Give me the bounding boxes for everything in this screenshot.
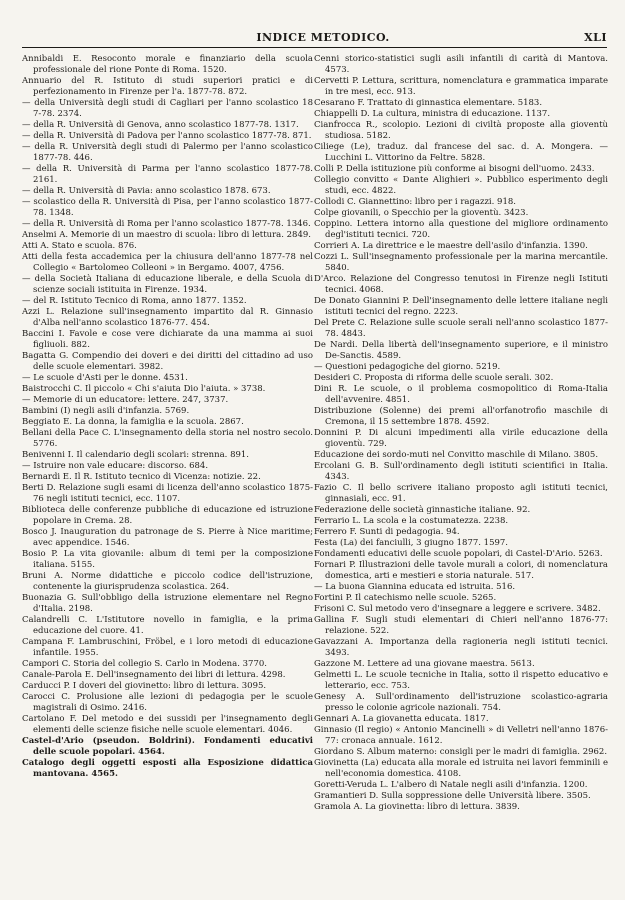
left-column — [22, 54, 313, 780]
index-entry: Cervetti P. Lettura, scrittura, nomenclatura e grammatica imparate in tre mesi, ecc. 913. — [314, 76, 608, 97]
index-entry: Bosco J. Inauguration du patronage de S. Pierre à Nice maritime; avec appendice. 1546. — [22, 527, 313, 548]
index-entry: — della R. Università di Parma per l'anno scolastico 1877-78. 2161. — [22, 164, 313, 185]
index-entry: Fazio C. Il bello scrivere italiano proposto agli istituti tecnici, ginnasiali, ecc. 91. — [314, 483, 608, 504]
index-entry: Dini R. Le scuole, o il problema cosmopolitico di Roma-Italia dell'avvenire. 4851. — [314, 384, 608, 405]
index-entry: Desideri C. Proposta di riforma delle scuole serali. 302. — [314, 373, 554, 383]
index-entry: Carocci C. Prolusione alle lezioni di pedagogia per le scuole magistrali di Osimo. 2416. — [22, 692, 313, 713]
index-entry: Cenni storico-statistici sugli asili infantili di carità di Mantova. 4573. — [314, 54, 608, 75]
index-entry: Bagatta G. Compendio dei doveri e dei diritti del cittadino ad uso delle scuole elementari. 3982. — [22, 351, 313, 372]
index-entry: Benivenni I. Il calendario degli scolari: strenna. 891. — [22, 450, 250, 460]
running-header — [22, 28, 607, 46]
index-entry: — della R. Università di Padova per l'anno scolastico 1877-78. 871. — [22, 131, 312, 141]
index-entry: Collodi C. Giannettino: libro per i ragazzi. 918. — [314, 197, 516, 207]
index-entry: Carducci P. I doveri del giovinetto: libro di lettura. 3095. — [22, 681, 267, 691]
index-entry: Bambini (I) negli asili d'infanzia. 5769. — [22, 406, 190, 416]
index-entry: — della R. Università di Roma per l'anno scolastico 1877-78. 1346. — [22, 219, 311, 229]
index-entry: Cesarano F. Trattato di ginnastica elementare. 5183. — [314, 98, 543, 108]
index-entry: Campana F. Lambruschini, Fröbel, e i loro metodi di educazione infantile. 1955. — [22, 637, 313, 658]
index-entry: — Le scuole d'Asti per le donne. 4531. — [22, 373, 188, 383]
index-entry: Azzi L. Relazione sull'insegnamento impartito dal R. Ginnasio d'Alba nell'anno scolastico 1876-77. 454. — [22, 307, 313, 328]
index-entry: — della R. Università degli studi di Palermo per l'anno scolastico 1877-78. 446. — [22, 142, 313, 163]
index-entry: Gavazzani A. Importanza della ragioneria negli istituti tecnici. 3493. — [314, 637, 608, 658]
index-entry: Bruni A. Norme didattiche e piccolo codice dell'istruzione, contenente la giurisprudenza scolastica. 264. — [22, 571, 313, 592]
index-entry: Colli P. Della istituzione più conforme ai bisogni dell'uomo. 2433. — [314, 164, 595, 174]
index-entry: Campori C. Storia del collegio S. Carlo in Modena. 3770. — [22, 659, 267, 669]
index-entry: Beggiato E. La donna, la famiglia e la scuola. 2867. — [22, 417, 244, 427]
index-entry: Ferrario L. La scola e la costumatezza. 2238. — [314, 516, 509, 526]
index-entry: Gramantieri D. Sulla soppressione delle Università libere. 3505. — [314, 791, 591, 801]
index-entry: Catalogo degli oggetti esposti alla Esposizione didattica mantovana. 4565. — [22, 758, 313, 779]
index-entry: Donnini P. Di alcuni impedimenti alla virile educazione della gioventù. 729. — [314, 428, 608, 449]
index-entry: Annibaldi E. Resoconto morale e finanziario della scuola professionale del rione Ponte di Roma. 1520. — [22, 54, 313, 75]
index-entry: — della Società Italiana di educazione liberale, e della Scuola di scienze sociali istituita in Firenze. 1934. — [22, 274, 313, 295]
index-entry: — Questioni pedagogiche del giorno. 5219. — [314, 362, 501, 372]
index-entry: Ciliege (Le), traduz. dal francese del sac. d. A. Mongera. — Lucchini L. Vittorino da Feltre. 5828. — [314, 142, 608, 163]
index-entry: — Memorie di un educatore: lettere. 247, 3737. — [22, 395, 229, 405]
index-entry: — Istruire non vale educare: discorso. 684. — [22, 461, 209, 471]
index-entry: Cozzi L. Sull'insegnamento professionale per la marina mercantile. 5840. — [314, 252, 608, 273]
index-entry: D'Arco. Relazione del Congresso tenutosi in Firenze negli Istituti tecnici. 4068. — [314, 274, 608, 295]
index-entry: De Donato Giannini P. Dell'insegnamento delle lettere italiane negli istituti tecnici del regno. 2223. — [314, 296, 608, 317]
index-entry: Chiappelli D. La cultura, ministra di educazione. 1137. — [314, 109, 551, 119]
index-entry: Gallina F. Sugli studi elementari di Chieri nell'anno 1876-77: relazione. 522. — [314, 615, 608, 636]
index-entry: Frisoni C. Sul metodo vero d'insegnare a leggere e scrivere. 3482. — [314, 604, 601, 614]
index-entry: Ercolani G. B. Sull'ordinamento degli istituti scientifici in Italia. 4343. — [314, 461, 608, 482]
index-entry: Atti A. Stato e scuola. 876. — [22, 241, 137, 251]
index-entry: Fortini P. Il catechismo nelle scuole. 5265. — [314, 593, 497, 603]
index-entry: — del R. Istituto Tecnico di Roma, anno 1877. 1352. — [22, 296, 247, 306]
index-entry: Coppino. Lettera intorno alla questione del migliore ordinamento degl'istituti tecnici. 720. — [314, 219, 608, 240]
index-entry: Cianfrocca R., scolopio. Lezioni di civiltà proposte alla gioventù studiosa. 5182. — [314, 120, 608, 141]
page-title: INDICE METODICO. — [256, 30, 390, 44]
index-entry: Ferrero F. Sunti di pedagogia. 94. — [314, 527, 460, 537]
index-entry: Canale-Parola E. Dell'insegnamento dei libri di lettura. 4298. — [22, 670, 286, 680]
index-entry: Gelmetti L. Le scuole tecniche in Italia, sotto il rispetto educativo e letterario, ecc. 753. — [314, 670, 608, 691]
index-entry: De Nardi. Della libertà dell'insegnamento superiore, e il ministro De-Sanctis. 4589. — [314, 340, 608, 361]
index-entry: Distribuzione (Solenne) dei premi all'orfanotrofio maschile di Cremona, il 15 settembre 1878. 4592. — [314, 406, 608, 427]
index-entry: — La buona Giannina educata ed istruita. 516. — [314, 582, 516, 592]
index-entry: Goretti-Veruda L. L'albero di Natale negli asili d'infanzia. 1200. — [314, 780, 588, 790]
index-entry: Bernardi E. Il R. Istituto tecnico di Vicenza: notizie. 22. — [22, 472, 261, 482]
index-entry: — della R. Università di Genova, anno scolastico 1877-78. 1317. — [22, 120, 299, 130]
index-entry: Bellani della Pace C. L'insegnamento della storia nel nostro secolo. 5776. — [22, 428, 313, 449]
index-entry: Annuario del R. Istituto di studi superiori pratici e di perfezionamento in Firenze per l'a. 1877-78. 872. — [22, 76, 313, 97]
index-entry: Anselmi A. Memorie di un maestro di scuola: libro di lettura. 2849. — [22, 230, 311, 240]
index-entry: Baistrocchi C. Il piccolo « Chi s'aiuta Dio l'aiuta. » 3738. — [22, 384, 266, 394]
index-entry: Baccini I. Favole e cose vere dichiarate da una mamma ai suoi figliuoli. 882. — [22, 329, 313, 350]
index-entry: Biblioteca delle conferenze pubbliche di educazione ed istruzione popolare in Crema. 28. — [22, 505, 313, 526]
index-entry: Del Prete C. Relazione sulle scuole serali nell'anno scolastico 1877-78. 4843. — [314, 318, 608, 339]
index-entry: Festa (La) dei fanciulli, 3 giugno 1877. 1597. — [314, 538, 508, 548]
index-entry: Berti D. Relazione sugli esami di licenza dell'anno scolastico 1875-76 negli istituti tecnici, ecc. 1107. — [22, 483, 313, 504]
index-entry: Castel-d'Ario (pseudon. Boldrini). Fondamenti educativi delle scuole popolari. 4564. — [22, 736, 313, 757]
page-number: XLI — [584, 30, 607, 44]
index-entry: Educazione dei sordo-muti nel Convitto maschile di Milano. 3805. — [314, 450, 599, 460]
index-entry: — della R. Università di Pavia: anno scolastico 1878. 673. — [22, 186, 271, 196]
index-entry: — della Università degli studi di Cagliari per l'anno scolastico 18 7-78. 2374. — [22, 98, 313, 119]
index-entry: Gramola A. La giovinetta: libro di lettura. 3839. — [314, 802, 520, 812]
index-entry: Federazione delle società ginnastiche italiane. 92. — [314, 505, 531, 515]
index-entry: Atti della festa accademica per la chiusura dell'anno 1877-78 nel Collegio « Bartolomeo Colleoni » in Bergamo. 4007, 4756. — [22, 252, 313, 273]
right-column — [314, 54, 608, 813]
index-entry: Bosio P. La vita giovanile: album di temi per la composizione italiana. 5155. — [22, 549, 313, 570]
index-entry: Colpe giovanili, o Specchio per la gioventù. 3423. — [314, 208, 529, 218]
index-entry: — scolastico della R. Università di Pisa, per l'anno scolastico 1877-78. 1348. — [22, 197, 313, 218]
index-entry: Fornari P. Illustrazioni delle tavole murali a colori, di nomenclatura domestica, arti e mestieri e storia naturale. 517. — [314, 560, 608, 581]
index-entry: Corrieri A. La direttrice e le maestre dell'asilo d'infanzia. 1390. — [314, 241, 588, 251]
index-entry: Giordano S. Album materno: consigli per le madri di famiglia. 2962. — [314, 747, 608, 757]
header-rule — [22, 47, 607, 48]
index-entry: Giovinetta (La) educata alla morale ed istruita nei lavori femminili e nell'economia domestica. 4108. — [314, 758, 608, 779]
index-entry: Fondamenti educativi delle scuole popolari, di Castel-D'Ario. 5263. — [314, 549, 603, 559]
index-entry: Buonazia G. Sull'obbligo della istruzione elementare nel Regno d'Italia. 2198. — [22, 593, 313, 614]
index-entry: Calandrelli C. L'Istitutore novello in famiglia, e la prima educazione del cuore. 41. — [22, 615, 313, 636]
index-entry: Gazzone M. Lettere ad una giovane maestra. 5613. — [314, 659, 535, 669]
index-entry: Gennari A. La giovanetta educata. 1817. — [314, 714, 489, 724]
index-entry: Cartolano F. Del metodo e dei sussidi per l'insegnamento degli elementi delle scienze fisiche nelle scuole elementari. 4046. — [22, 714, 313, 735]
index-entry: Ginnasio (Il regio) « Antonio Mancinelli » di Velletri nell'anno 1876-77: cronaca annuale. 1612. — [314, 725, 608, 746]
index-entry: Collegio convitto « Dante Alighieri ». Pubblico esperimento degli studi, ecc. 4822. — [314, 175, 608, 196]
index-entry: Genesy A. Sull'ordinamento dell'istruzione scolastico-agraria presso le colonie agricole nazionali. 754. — [314, 692, 608, 713]
